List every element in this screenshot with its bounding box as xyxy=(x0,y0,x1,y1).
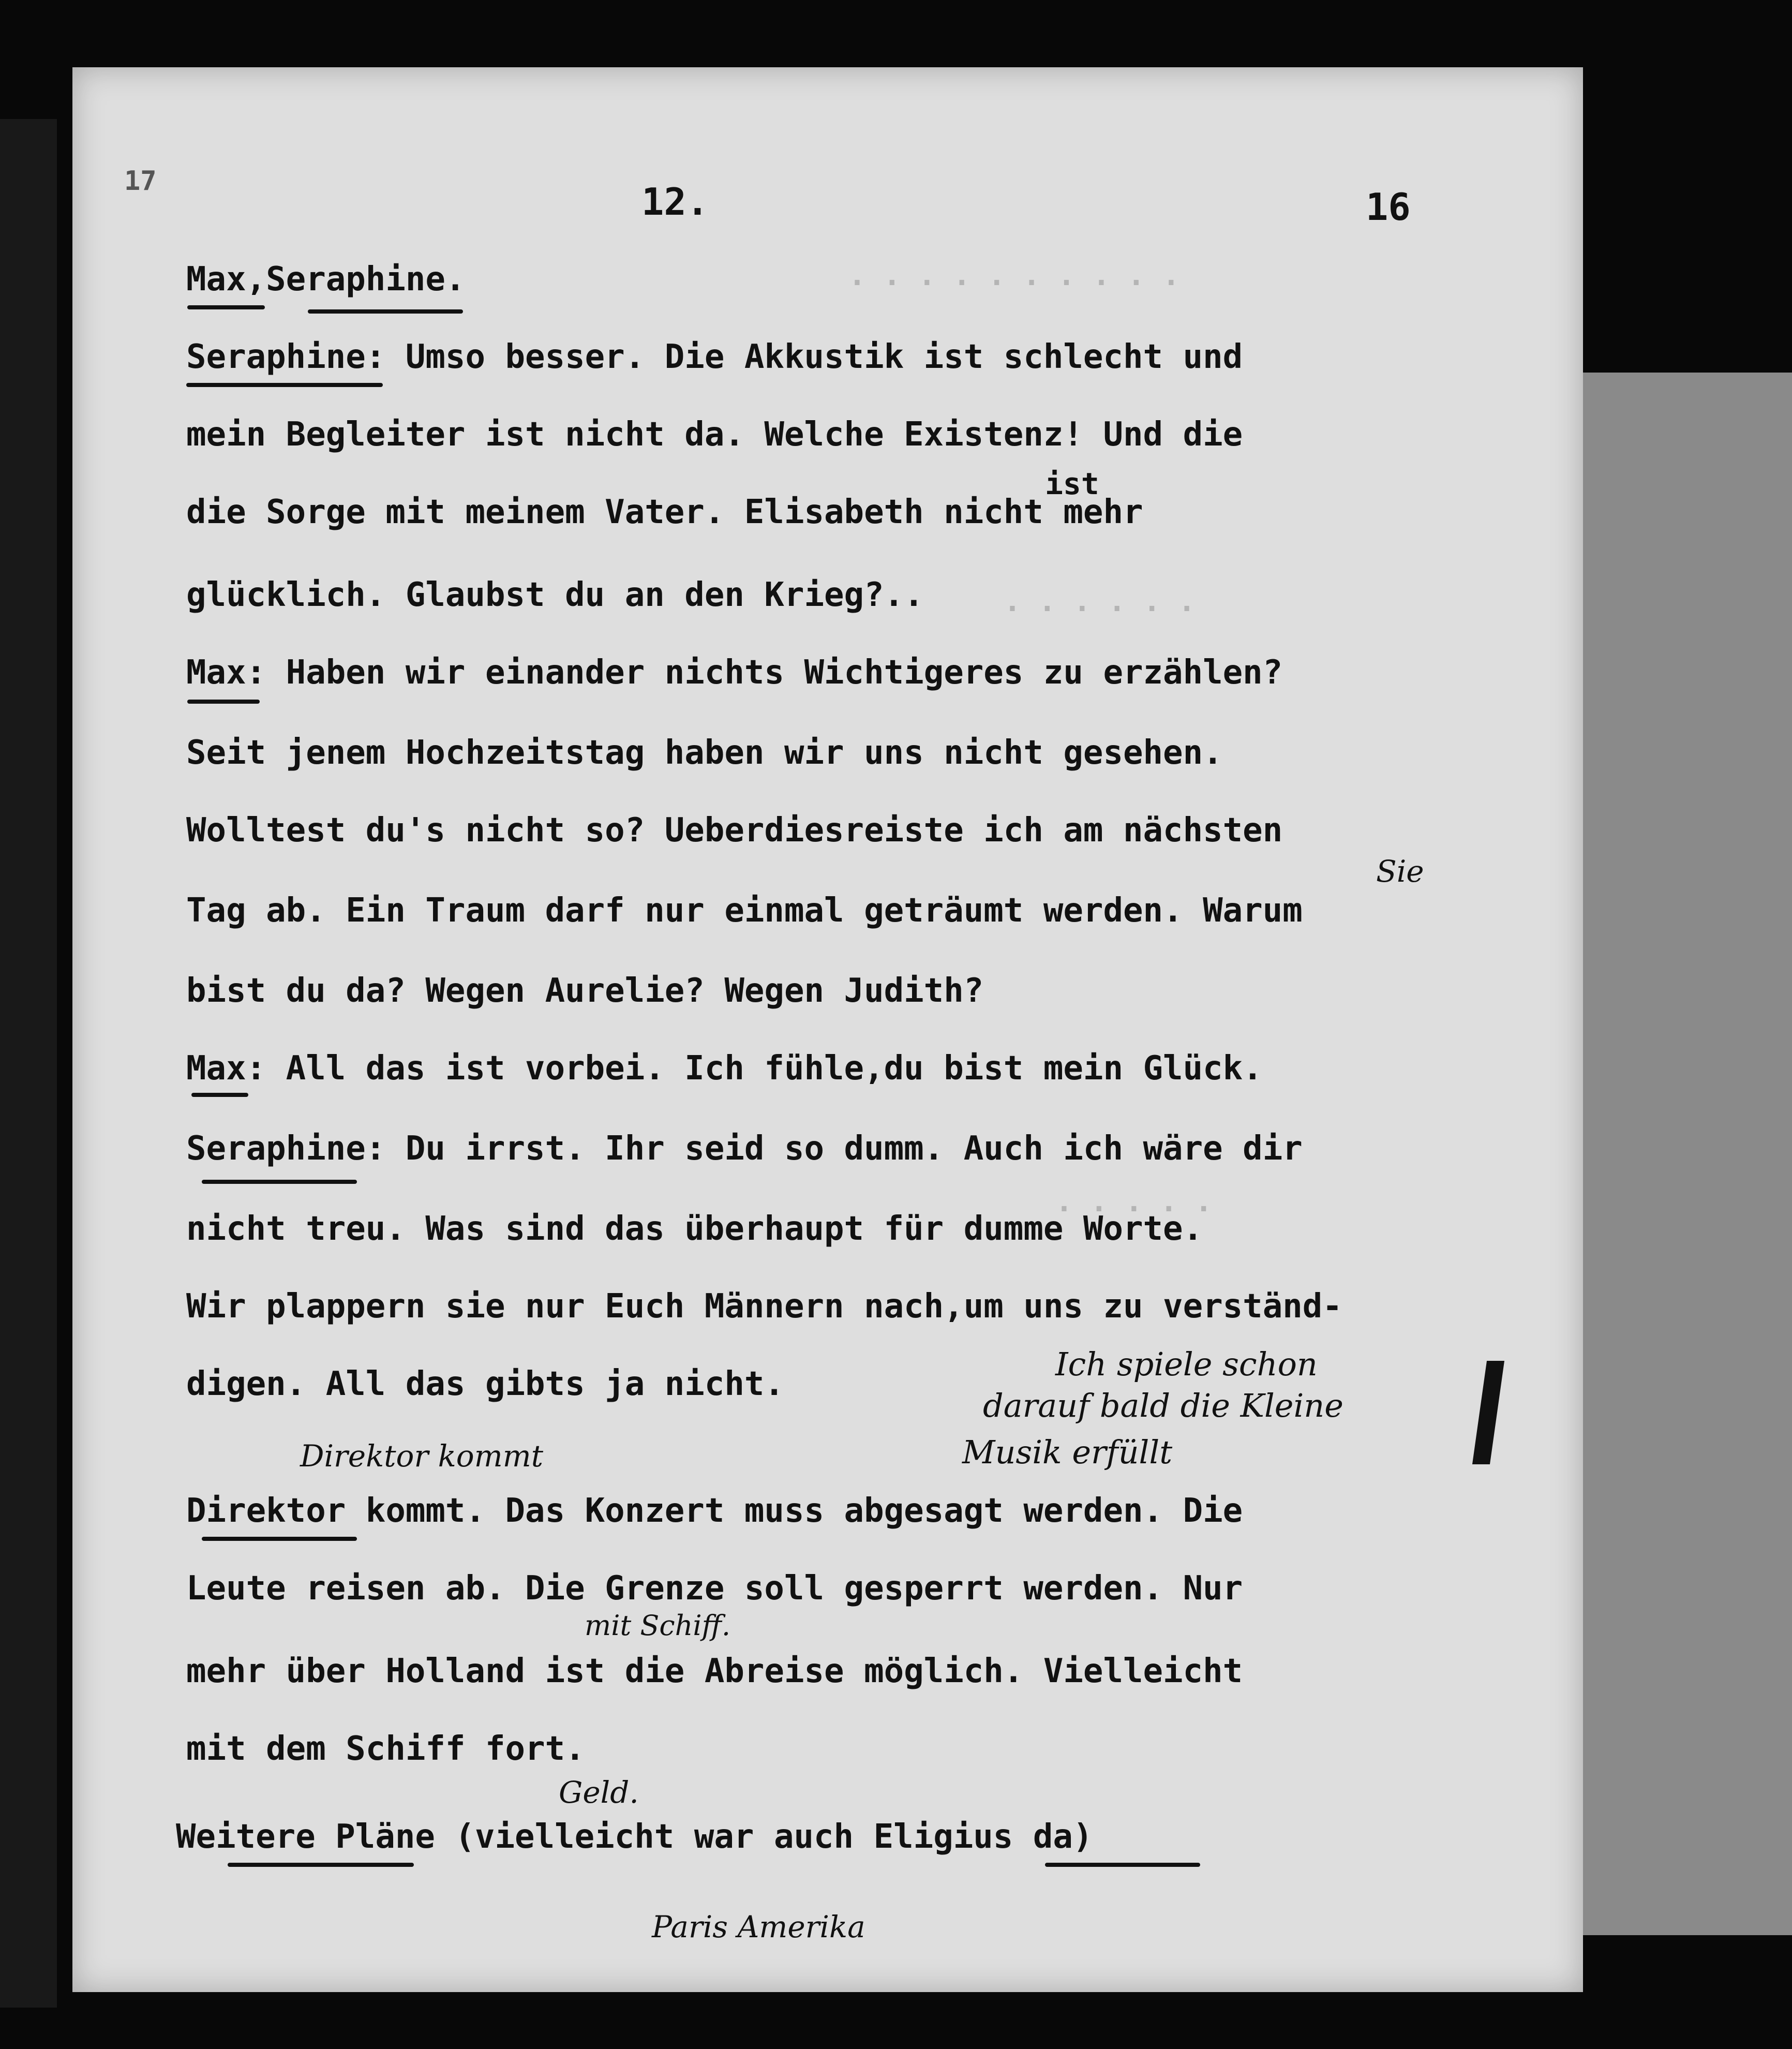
bleed-through-text: . . . . . . . . . . xyxy=(848,259,1180,292)
handwritten-note: Paris Amerika xyxy=(652,1909,865,1944)
text-line: Max: All das ist vorbei. Ich fühle,du bist mein Glück. xyxy=(186,1049,1263,1088)
document-page xyxy=(72,67,1583,1992)
corner-mark: 17 xyxy=(124,166,157,197)
handwritten-note: Sie xyxy=(1376,854,1424,889)
text-line: mein Begleiter ist nicht da. Welche Existenz! Und die xyxy=(186,415,1243,454)
handwritten-note: Ich spiele schon xyxy=(1055,1345,1318,1383)
text-line: Max,Seraphine. xyxy=(186,260,466,299)
text-line: Weitere Pläne (vielleicht war auch Eligius da) xyxy=(176,1818,1093,1856)
text-line: Seit jenem Hochzeitstag haben wir uns nicht gesehen. xyxy=(186,734,1223,772)
text-line: Seraphine: Du irrst. Ihr seid so dumm. Auch ich wäre dir xyxy=(186,1130,1303,1168)
typed-insertion: ist xyxy=(1045,466,1099,501)
book-spine xyxy=(0,119,57,2008)
text-line: mehr über Holland ist die Abreise möglich. Vielleicht xyxy=(186,1652,1243,1690)
page-number-center: 12. xyxy=(641,180,709,224)
margin-mark xyxy=(1472,1361,1504,1464)
text-line: bist du da? Wegen Aurelie? Wegen Judith? xyxy=(186,972,984,1010)
speaker-underline xyxy=(202,1180,357,1184)
handwritten-note: Geld. xyxy=(559,1775,639,1810)
text-line: Wolltest du's nicht so? Ueberdiesreiste ich am nächsten xyxy=(186,811,1283,850)
text-line: Direktor kommt. Das Konzert muss abgesagt werden. Die xyxy=(186,1492,1243,1530)
speaker-underline xyxy=(191,1093,248,1097)
handwritten-note: darauf bald die Kleine xyxy=(983,1387,1343,1424)
text-line: Tag ab. Ein Traum darf nur einmal geträumt werden. Warum xyxy=(186,892,1303,930)
underline xyxy=(228,1863,414,1867)
text-line: nicht treu. Was sind das überhaupt für dumme Worte. xyxy=(186,1210,1203,1248)
speaker-underline xyxy=(187,305,265,309)
speaker-underline xyxy=(187,700,260,704)
speaker-underline xyxy=(308,309,463,314)
text-line: digen. All das gibts ja nicht. xyxy=(186,1365,784,1403)
bleed-through-text: . . . . . xyxy=(1055,1185,1213,1219)
page-number-right: 16 xyxy=(1366,185,1411,229)
text-line: glücklich. Glaubst du an den Krieg?.. xyxy=(186,576,924,614)
text-line: mit dem Schiff fort. xyxy=(186,1730,585,1768)
text-line: Leute reisen ab. Die Grenze soll gesperrt werden. Nur xyxy=(186,1569,1243,1608)
text-line: Max: Haben wir einander nichts Wichtigeres zu erzählen? xyxy=(186,654,1283,692)
speaker-underline xyxy=(186,383,383,387)
speaker-underline xyxy=(202,1537,357,1541)
text-line: Wir plappern sie nur Euch Männern nach,um uns zu verständ- xyxy=(186,1287,1342,1326)
handwritten-note: Musik erfüllt xyxy=(962,1433,1173,1471)
background-sheet xyxy=(1562,373,1792,1935)
underline xyxy=(1045,1863,1200,1867)
handwritten-note: Direktor kommt xyxy=(300,1438,544,1474)
text-line: die Sorge mit meinem Vater. Elisabeth nicht mehr xyxy=(186,493,1143,531)
handwritten-note: mit Schiff. xyxy=(585,1609,731,1642)
bleed-through-text: . . . . . . xyxy=(1004,585,1196,618)
text-line: Seraphine: Umso besser. Die Akkustik ist schlecht und xyxy=(186,338,1243,376)
